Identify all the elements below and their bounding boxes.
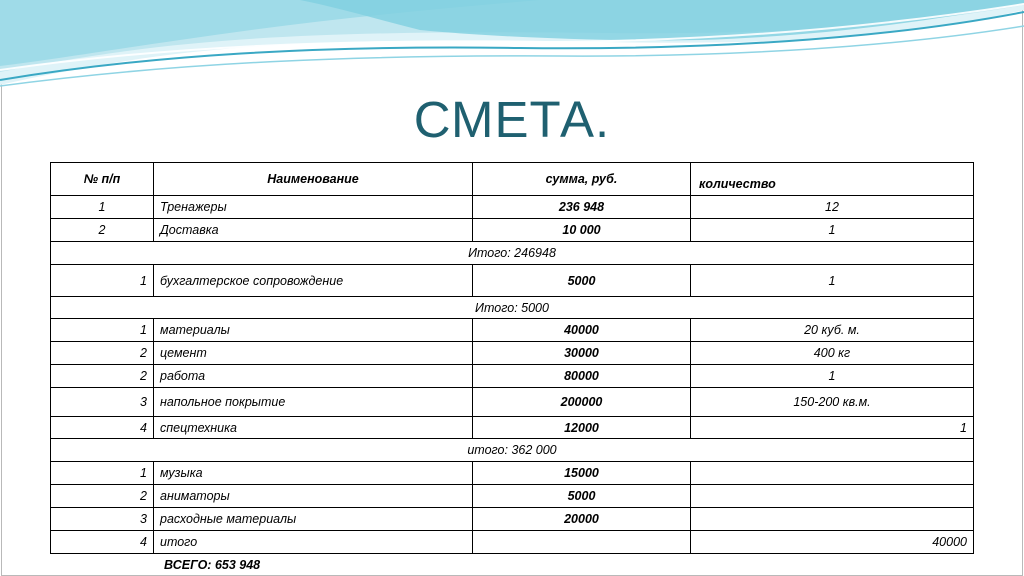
row-qty: 1 [691,219,974,242]
row-name: цемент [154,342,473,365]
row-sum: 12000 [473,417,691,439]
table-row [51,196,974,219]
row-qty: 1 [691,365,974,388]
row-num: 3 [51,508,154,531]
subtotal-row [51,242,974,265]
row-num: 2 [51,365,154,388]
table-row [51,319,974,342]
row-num: 1 [51,462,154,485]
row-name: Тренажеры [154,196,473,219]
table-row [51,342,974,365]
row-name: материалы [154,319,473,342]
row-num: 4 [51,417,154,439]
row-sum: 80000 [473,365,691,388]
row-name: музыка [154,462,473,485]
row-sum: 15000 [473,462,691,485]
row-name: расходные материалы [154,508,473,531]
row-sum: 236 948 [473,196,691,219]
row-qty [691,485,974,508]
row-qty: 1 [691,417,974,439]
row-qty: 150-200 кв.м. [691,388,974,417]
table-row [51,219,974,242]
header-qty: количество [691,163,974,196]
row-name: работа [154,365,473,388]
table-row [51,388,974,417]
table-row [51,531,974,554]
wave-decoration [0,0,1024,95]
row-sum: 40000 [473,319,691,342]
row-num: 2 [51,342,154,365]
row-num: 1 [51,319,154,342]
grand-total: ВСЕГО: 653 948 [164,558,261,572]
header-num: № п/п [51,163,154,196]
row-name: итого [154,531,473,554]
header-sum: сумма, руб. [473,163,691,196]
row-name: напольное покрытие [154,388,473,417]
row-qty: 40000 [691,531,974,554]
table-row [51,265,974,297]
row-qty [691,508,974,531]
row-sum: 5000 [473,265,691,297]
row-qty: 20 куб. м. [691,319,974,342]
table-row [51,417,974,439]
row-name: аниматоры [154,485,473,508]
row-qty: 12 [691,196,974,219]
page-title: СМЕТА. [413,91,611,148]
row-num: 3 [51,388,154,417]
row-sum: 200000 [473,388,691,417]
row-num: 4 [51,531,154,554]
row-num: 1 [51,265,154,297]
row-sum: 10 000 [473,219,691,242]
subtotal-row [51,439,974,462]
subtotal-text: Итого: 246948 [51,242,974,265]
table-row [51,485,974,508]
subtotal-row [51,297,974,319]
row-qty: 400 кг [691,342,974,365]
row-num: 1 [51,196,154,219]
table-row [51,508,974,531]
row-name: спецтехника [154,417,473,439]
row-sum [473,531,691,554]
row-qty [691,462,974,485]
row-sum: 5000 [473,485,691,508]
subtotal-text: Итого: 5000 [51,297,974,319]
subtotal-text: итого: 362 000 [51,439,974,462]
row-sum: 30000 [473,342,691,365]
estimate-table [50,162,974,554]
table-row [51,365,974,388]
row-name: Доставка [154,219,473,242]
row-name: бухгалтерское сопровождение [154,265,473,297]
row-num: 2 [51,485,154,508]
row-sum: 20000 [473,508,691,531]
table-header-row [51,163,974,196]
header-name: Наименование [154,163,473,196]
table-row [51,462,974,485]
row-num: 2 [51,219,154,242]
row-qty: 1 [691,265,974,297]
